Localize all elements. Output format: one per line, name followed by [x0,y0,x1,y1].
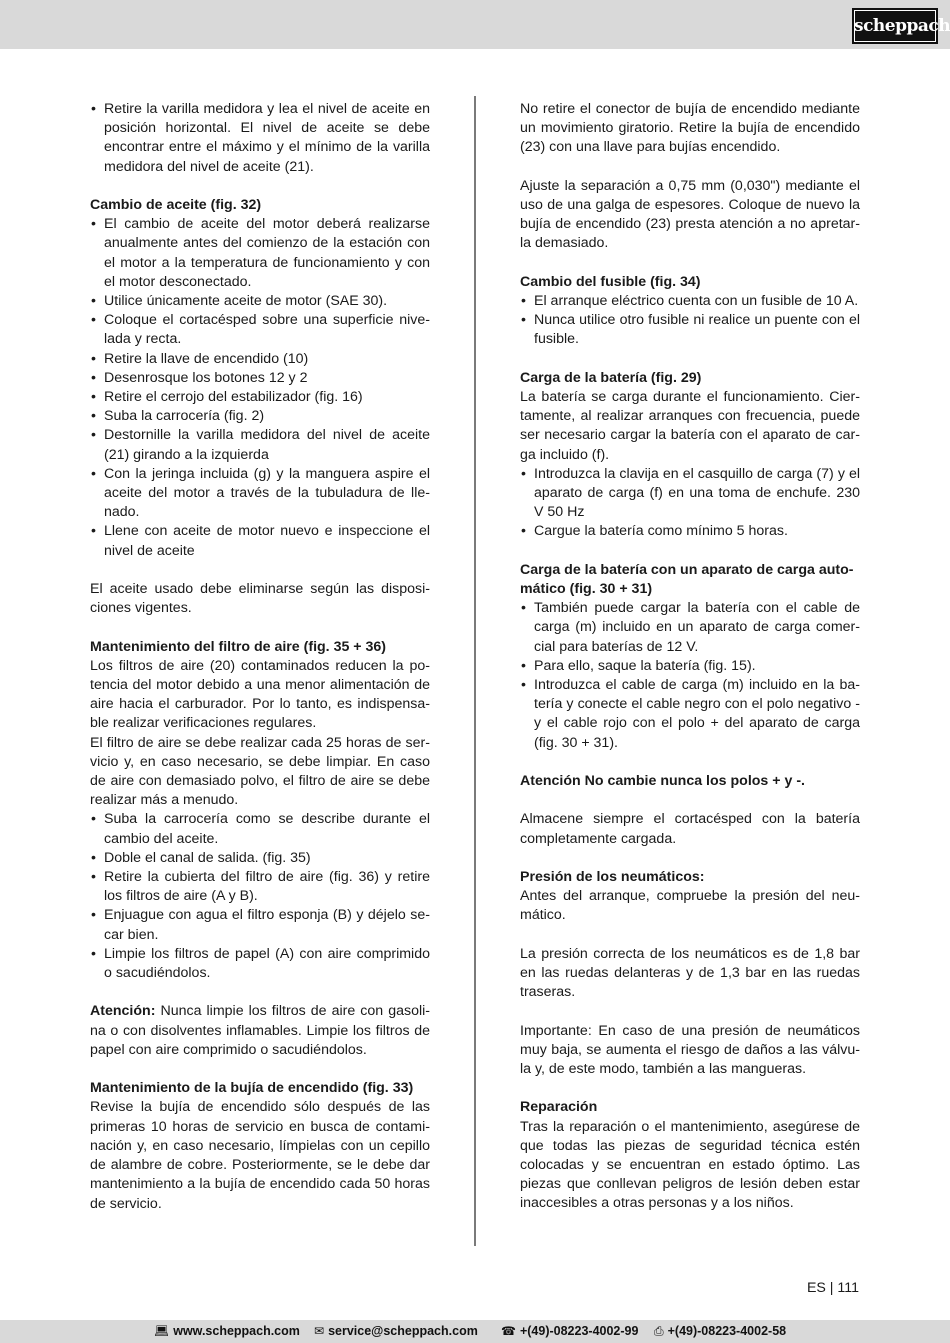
paragraph: La batería se carga durante el funcionamiento. Ciertamente, al realizar arranques con frecuencia, puede ser necesario cargar la batería con el aparato de carga incluido (f). [520,389,860,463]
left-column [90,100,430,1214]
warning-text: Nunca limpie los filtros de aire con gasolina o con disolventes inflamables. Limpie los filtros de papel con aire comprimido o sacudiéndolos. [90,1003,430,1058]
page-number: ES | 111 [806,1280,859,1296]
list-item: • Suba la carrocería como se describe durante el cambio del aceite. [90,810,430,848]
list-item: • Utilice únicamente aceite de motor (SAE 30). [90,292,430,311]
paragraph: El filtro de aire se debe realizar cada 25 horas de servicio y, en caso necesario, se debe limpiar. En caso de aire con demasiado polvo, el filtro de aire se debe realizar más a menudo. [90,734,430,809]
list-item: • Enjuague con agua el filtro esponja (B) y déjelo secar bien. [90,906,430,944]
list-item: • Para ello, saque la batería (fig. 15). [520,657,860,676]
brand-logo: scheppach [852,8,938,44]
polarity-warning: Atención No cambie nunca los polos + y -. [520,773,805,790]
list-item: • Coloque el cortacésped sobre una superficie nivelada y recta. [90,311,430,349]
paragraph: La presión correcta de los neumáticos es de 1,8 bar en las ruedas delanteras y de 1,3 bar en las ruedas traseras. [520,945,860,1001]
footer-fax [654,1320,786,1343]
paragraph: Ajuste la separación a 0,75 mm (0,030") mediante el uso de una galga de espesores. Coloque de nuevo la bujía de encendido (23) presta atención a no apretarla demasiado. [520,177,860,252]
list-item: • Introduzca la clavija en el casquillo de carga (7) y el aparato de carga (f) en una toma de enchufe. 230 V 50 Hz [520,465,860,523]
right-column [520,100,860,1214]
section-heading-fuse: Cambio del fusible (fig. 34) [520,273,701,290]
footer-bar [0,1320,950,1343]
list-item: • Retire el cerrojo del estabilizador (fig. 16) [90,388,430,407]
section-heading-battery: Carga de la batería (fig. 29) [520,369,702,386]
laptop-icon: 💻︎ [154,1324,170,1338]
bullet-list [520,599,860,753]
list-item: • El cambio de aceite del motor deberá realizarse anualmente antes del comienzo de la estación con el motor a la temperatura de funcionamiento y con el motor desconectado. [90,215,430,292]
paragraph: Revise la bujía de encendido sólo después de las primeras 10 horas de servicio en busca de contaminación y, en caso necesario, límpielas con un cepillo de alambre de cobre. Posteriormente, se le debe dar mantenimiento a la bujía de encendido cada 50 horas de servicio. [90,1099,430,1212]
footer-website[interactable] [154,1320,300,1343]
paragraph: No retire el conector de bujía de encendido mediante un movimiento giratorio. Retire la bujía de encendido (23) con una llave para bujías encendido. [520,101,860,156]
list-item: • Llene con aceite de motor nuevo e inspeccione el nivel de aceite [90,522,430,560]
list-item: • Con la jeringa incluida (g) y la manguera aspire el aceite del motor a través de la tubuladura de llenado. [90,465,430,523]
mail-icon: ✉ [314,1324,325,1338]
bullet-list [90,100,430,177]
bullet-list [520,292,860,350]
section-heading-oil-change: Cambio de aceite (fig. 32) [90,197,262,213]
list-item: • Cargue la batería como mínimo 5 horas. [520,522,860,541]
list-item: • Nunca utilice otro fusible ni realice un puente con el fusible. [520,311,860,349]
paragraph: Antes del arranque, compruebe la presión del neumático. [520,888,860,924]
section-heading-air-filter: Mantenimiento del filtro de aire (fig. 35 + 36) [90,638,387,655]
footer-phone[interactable] [501,1320,638,1343]
list-item: • El arranque eléctrico cuenta con un fusible de 10 A. [520,292,860,311]
paragraph: Tras la reparación o el mantenimiento, asegúrese de que todas las piezas de seguridad técnica estén colocadas y se encuentran en estado óptimo. Las piezas que conllevan peligros de lesión deben estar inaccesibles a otras personas y a los niños. [520,1118,860,1212]
list-item: • Destornille la varilla medidora del nivel de aceite (21) girando a la izquierda [90,426,430,464]
section-heading-spark-plug: Mantenimiento de la bujía de encendido (fig. 33) [90,1080,414,1097]
bullet-list [90,215,430,561]
footer-email[interactable] [314,1320,478,1343]
list-item: • Doble el canal de salida. (fig. 35) [90,849,430,868]
website-text: www.scheppach.com [173,1324,300,1338]
header-bar [0,0,950,49]
list-item: • Retire la cubierta del filtro de aire (fig. 36) y retire los filtros de aire (A y B). [90,868,430,906]
paragraph: El aceite usado debe eliminarse según las disposiciones vigentes. [90,581,430,617]
list-item: • También puede cargar la batería con el cable de carga (m) incluido en un aparato de carga comercial para baterías de 12 V. [520,599,860,657]
email-text: service@scheppach.com [328,1324,478,1338]
phone-icon: ☎ [501,1324,516,1338]
section-heading-auto-charger: Carga de la batería con un aparato de carga automático (fig. 30 + 31) [520,561,854,598]
fax-icon: ⎙ [654,1324,664,1338]
section-heading-repair: Reparación [520,1099,598,1116]
list-item: • Limpie los filtros de papel (A) con aire comprimido o sacudiéndolos. [90,945,430,983]
paragraph: Almacene siempre el cortacésped con la batería completamente cargada. [520,811,860,847]
phone-text: +(49)-08223-4002-99 [519,1324,639,1338]
warning-label: Atención: [90,1003,156,1020]
column-divider [474,96,476,1246]
paragraph: Importante: En caso de una presión de neumáticos muy baja, se aumenta el riesgo de daños a las válvula y, de este modo, también a las mangueras. [520,1022,860,1078]
fax-text: +(49)-08223-4002-58 [667,1324,787,1338]
bullet-list [520,465,860,542]
list-item: • Suba la carrocería (fig. 2) [90,407,430,426]
list-item: • Desenrosque los botones 12 y 2 [90,369,430,388]
warning-paragraph [90,1002,430,1060]
paragraph: Los filtros de aire (20) contaminados reducen la potencia del motor debido a una menor alimentación de aire hacia el carburador. Por lo tanto, es indispensable realizar verificaciones regulares. [90,657,430,732]
list-item: • Retire la llave de encendido (10) [90,350,430,369]
bullet-list [90,810,430,983]
section-heading-tire-pressure: Presión de los neumáticos: [520,869,705,886]
list-item: • Retire la varilla medidora y lea el nivel de aceite en posición horizontal. El nivel de aceite se debe encontrar entre el máximo y el mínimo de la varilla medidora del nivel de aceite (21). [90,100,430,177]
list-item: • Introduzca el cable de carga (m) incluido en la batería y conecte el cable negro con el polo negativo - y el cable rojo con el polo + del aparato de carga (fig. 30 + 31). [520,676,860,753]
